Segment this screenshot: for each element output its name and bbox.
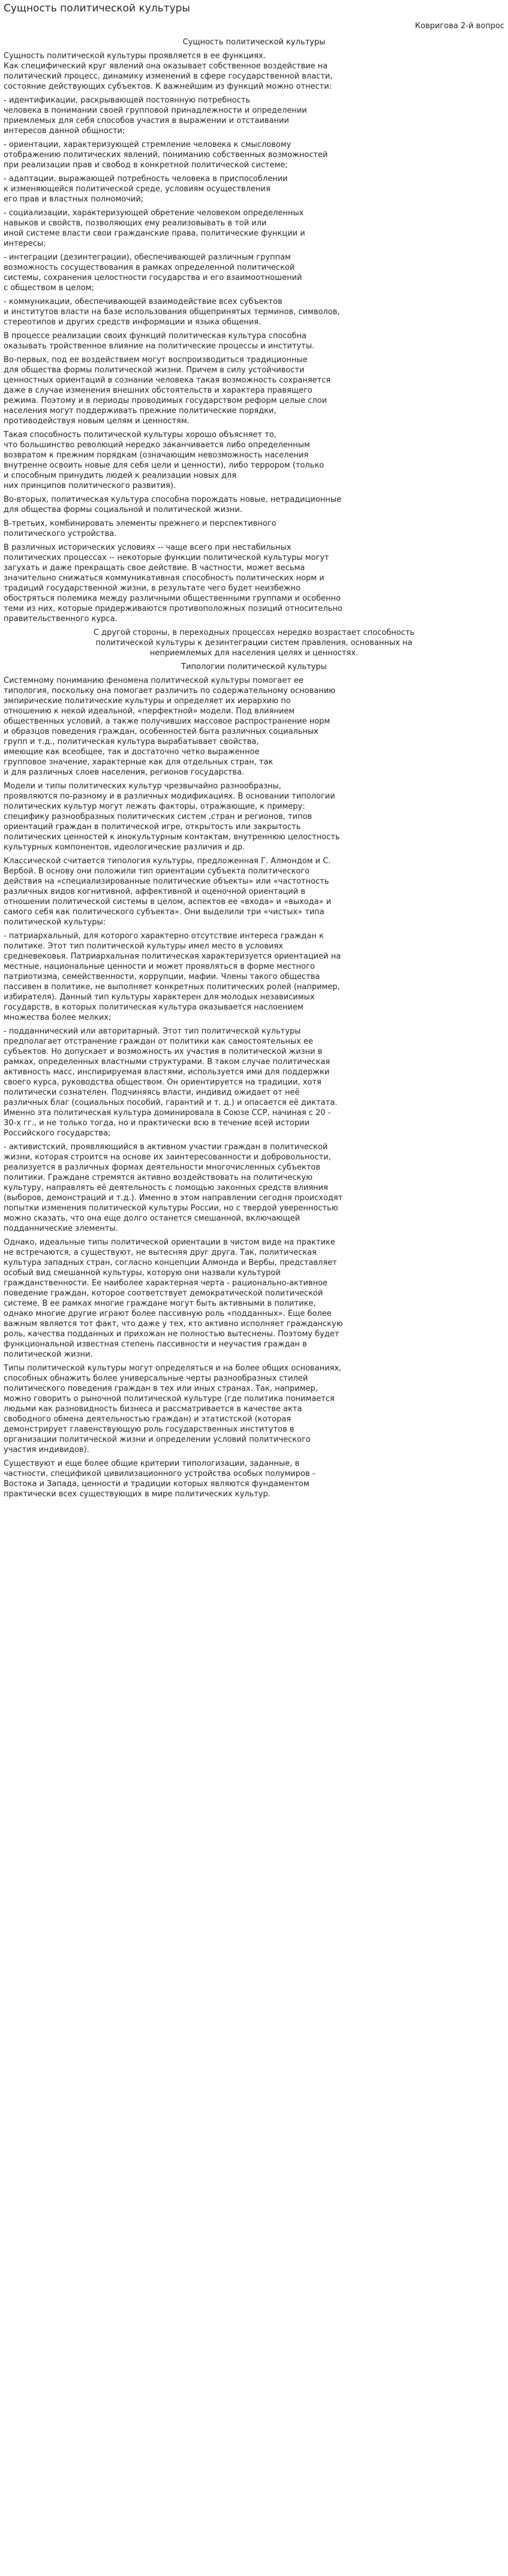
text-line: подданнические элементы. [4,1224,118,1233]
text-line: свободного обмена деятельностью граждан) и этатистской (которая [4,1415,291,1424]
text-line: политической культуры: [4,918,106,927]
text-line: множества более мелких; [4,1013,112,1022]
text-line: стереотипов и других средств информации и языка общения. [4,318,261,327]
text-line: В процессе реализации своих функций политическая культура способна [4,332,306,341]
section-heading [4,662,504,672]
text-line: неприемлемых для населения целях и ценностях. [149,649,359,658]
text-line: субъектов. Но допускает и возможность их участия в политической жизни в [4,1047,323,1056]
text-line: однако многие другие играют более пассивную роль «подданных». Еще более [4,1309,332,1318]
text-line: к изменяющейся политической среде, условиям осуществления [4,185,270,194]
text-line: противодействуя новым целям и ценностям. [4,417,190,426]
text-line: его прав и властных полномочий; [4,195,144,204]
text-line: можно сказать, что она еще долго останется смешанной, включающей [4,1214,300,1223]
text-line: роль, качества подданных и прихожан не полностью вытеснены. Поэтому будет [4,1330,339,1339]
text-line: состояние действующих субъектов. К важнейшим из функций можно отнести: [4,82,332,91]
text-line: интересы; [4,239,46,248]
text-line: не встречаются, а существуют, не вытесняя друг друга. Так, политическая [4,1248,317,1257]
text-line: своего курса, руководства обществом. Он ориентируется на традиции, хотя [4,1078,321,1087]
text-line: предполагает отстранение граждан от политики как самостоятельных ее [4,1037,313,1046]
paragraph [4,174,504,204]
text-line: Сущность политической культуры проявляется в ее функциях. [4,52,266,61]
paragraph [4,252,504,293]
text-line: обостряться полемика между различными общественными группами и особенно [4,594,341,603]
text-line: - патриархальный, для которого характерно отсутствие интереса граждан к [4,932,324,941]
paragraph [4,519,504,539]
text-line: и образцов поведения граждан, особенностей быта различных социальных [4,727,318,736]
text-line: политической жизни. [4,1350,93,1359]
text-line: ориентаций граждан в политической игре, открытость или закрытость [4,822,301,831]
text-line: возможность сосуществования в рамках определенной политической [4,263,295,272]
text-line: с обществом в целом; [4,284,94,293]
text-line: возвратом к прежним порядкам (означающим невозможность населения [4,451,309,460]
text-line: патриотизма, семейственности, коррупции, мафии. Члены такого общества [4,972,320,981]
text-line: системе. В ее рамках многие граждане могут быть активными в политике, [4,1299,316,1308]
text-line: политического поведения граждан в тех или иных странах. Так, например, [4,1384,318,1393]
text-line: Во-первых, под ее воздействием могут воспроизводиться традиционные [4,355,308,364]
paragraph [4,1363,504,1455]
paragraph [4,1237,504,1360]
text-line: практически всех существующих в мире политических культур. [4,1490,270,1499]
text-line: гражданственности. Ее наиболее характерная черта - рационально-активное [4,1279,328,1288]
text-line: реализуется в различных формах деятельности многочисленных субъектов [4,1163,321,1172]
text-line: избирателя). Данный тип культуры характерен для молодых независимых [4,993,315,1002]
text-line: Типы политической культуры могут определяться и на более общих основаниях, [4,1364,342,1373]
text-line: 30-х гг., и не только тогда, но и практически всю в течение всей истории [4,1119,310,1128]
text-line: эмпирические политические культуры и определяет их иерархию по [4,697,291,706]
text-line: Российского государства; [4,1129,111,1138]
paragraph [4,51,504,92]
text-line: политических ценностей к инокультурным контактам, внутреннюю целостность [4,833,340,842]
text-line: политических культур могут лежать факторы, отражающие, к примеру: [4,802,305,811]
text-line: Системному пониманию феномена политической культуры помогает ее [4,676,303,685]
text-line: загухать и даже прекращать свое действие. В частности, может весьма [4,564,305,573]
paragraph [4,781,504,852]
text-line: и способным принудить людей к реализации новых для [4,471,237,480]
text-line: для общества формы социальной и политической жизни. [4,505,243,514]
paragraph [4,676,504,778]
paragraph [4,140,504,170]
section-subtitle: Сущность политической культуры [182,38,326,47]
text-line: групп и т.д., политическая культура вырабатывает свойства, [4,737,259,746]
author-note: Ковригова 2-й вопрос [414,22,504,31]
text-line: - социализации, характеризующей обретение человеком определенных [4,209,304,218]
text-line: различных благ (социальных пособий, гарантий и т. д.) и опасается её диктата. [4,1098,338,1107]
text-line: специфику разнообразных политических систем ,стран и регионов, типов [4,812,312,821]
text-line: значительно снижаться коммуникативная способность политических норм и [4,574,324,583]
text-line: попытки изменения политической культуры России, но с твердой уверенностью [4,1204,338,1213]
text-line: внутренне освоить новые для себя цели и ценности), либо террором (только [4,461,324,470]
text-line: Как специфический круг явлений она оказывает собственное воздействие на [4,62,328,71]
text-line: культура западных стран, согласно концепции Алмонда и Вербы, представляет [4,1258,337,1267]
paragraph [4,628,504,658]
text-line: приемлемых для себя способов участия в выражении и отстаивании [4,116,289,125]
text-line: оказывать тройственное влияние на политические процессы и институты. [4,342,315,351]
text-line: политике. Этот тип политической культуры имел место в условиях [4,942,284,951]
text-line: системы, сохранения целостности государства и его взаимоотношений [4,273,302,282]
text-line: важным является тот факт, что даже у тех, кто активно исполняет гражданскую [4,1319,343,1328]
paragraph [4,543,504,624]
text-line: - интеграции (дезинтеграции), обеспечивающей различным группам [4,253,291,262]
text-line: населения могут поддерживать прежние политические порядки, [4,406,276,415]
text-line: (выборов, демонстраций и т.д.). Именно в этом направлении сегодня происходят [4,1194,343,1203]
paragraph [4,495,504,515]
text-line: политической культуры к дезинтеграции систем правления, основанных на [95,638,413,647]
text-line: В различных исторических условиях -- чаще всего при нестабильных [4,543,291,552]
text-line: отображению политических явлений, пониманию собственных возможностей [4,150,328,159]
text-line: государств, в которых политическая культура оказывается наслоением [4,1003,303,1012]
text-line: отношению к некой идеальной, «перфектной» модели. Под влиянием [4,707,295,716]
text-line: Именно эта политическая культура доминировала в Союзе ССР, начиная с 20 - [4,1108,331,1117]
text-line: участия индивидов). [4,1445,89,1454]
paragraph [4,430,504,491]
text-line: функциональной известная степень пассивности и неучастия граждан в [4,1340,307,1349]
text-line: иной системе власти свои гражданские права, политические функции и [4,229,305,238]
text-line: Существуют и еще более общие критерии типологизации, заданные, в [4,1459,300,1468]
text-line: политический процесс, динамику изменений в сфере государственной власти, [4,72,333,81]
text-line: политических процессах -- некоторые функции политической культуры могут [4,553,329,562]
text-line: Типологии политической культуры [181,662,327,671]
text-line: даже в случае изменения внешних обстоятельств и характера правящего [4,386,312,395]
text-line: пассивен в политике, не выполняет конкретных политических ролей (например, [4,983,340,992]
text-line: - подданнический или авторитарный. Этот тип политической культуры [4,1027,301,1036]
text-line: отношении политической системы в целом, аспектов ее «входа» и «выхода» и [4,897,332,906]
text-line: навыков и свойств, позволяющих ему реализовывать в той или [4,219,267,228]
text-line: организации политической жизни и определении условий политического [4,1435,311,1444]
paragraph [4,856,504,927]
text-line: средневековья. Патриархальная политическая характеризуется ориентацией на [4,952,341,961]
text-line: проявляются по-разному и в различных модификациях. В основании типологии [4,792,335,801]
text-line: поведение граждан, которое соответствует демократической политической [4,1289,323,1298]
text-line: групповое значение, характерные как для отдельных стран, так [4,758,273,767]
text-line: человека в понимании своей групповой принадлежности и определении [4,106,307,115]
text-line: политики. Граждане стремятся активно воздействовать на политическую [4,1173,313,1182]
text-line: типология, поскольку она помогает различить по содержательному основанию [4,686,336,695]
text-line: различных видов когнитивной, аффективной и оценочной ориентаций в [4,887,305,896]
paragraph [4,297,504,327]
text-line: жизни, которая строится на основе их заинтересованности и добровольности, [4,1153,331,1162]
text-line: что большинство революций нередко заканчивается либо определенным [4,441,310,450]
text-line: Модели и типы политических культур чрезвычайно разнообразны, [4,782,281,791]
text-line: - ориентации, характеризующей стремление человека к смысловому [4,140,291,149]
text-line: общественных условий, а также получивших массовое распространение норм [4,717,330,726]
paragraph [4,331,504,351]
text-line: способных обнажить более универсальные черты разнообразных стилей [4,1374,308,1383]
text-line: - активистский, проявляющийся в активном участии граждан в политической [4,1143,328,1152]
page-title: Сущность политической культуры [4,2,190,14]
text-line: демонстрирует главенствующую роль государственных институтов в [4,1425,294,1434]
text-line: и институтов власти на базе использования общепринятых терминов, символов, [4,308,340,317]
text-line: рамках, определенных властными структурами. В таком случае политическая [4,1057,330,1066]
text-line: людьми как разновидность бизнеса и рассматривается в качестве акта [4,1405,302,1414]
paragraph [4,1026,504,1138]
text-line: для общества формы политической жизни. Причем в силу устойчивости [4,366,305,375]
text-line: теми из них, которые придерживаются противоположных позиций относительно [4,604,342,613]
text-line: - коммуникации, обеспечивающей взаимодействие всех субъектов [4,297,282,306]
text-line: - идентификации, раскрывающей постоянную потребность [4,96,251,105]
text-line: и для различных слоев населения, регионов государства. [4,768,245,777]
text-line: В-третьих, комбинировать элементы прежнего и перспективного [4,519,276,528]
text-line: особый вид смешанной культуры, которую они назвали культурой [4,1269,281,1278]
text-line: Классической считается типология культуры, предложенная Г. Алмондом и С. [4,857,331,866]
paragraph [4,1142,504,1234]
paragraph [4,95,504,136]
text-line: местные, национальные ценности и может проявляться в форме местного [4,962,315,971]
text-line: имеющие как всеобщее, так и достаточно четко выраженное [4,748,260,757]
text-line: частности, спецификой цивилизационного устройства особых полумиров - [4,1469,315,1478]
text-line: активность масс, инспирируемая властями, используется ими для поддержки [4,1068,330,1077]
text-line: режима. Поэтому и в периоды проводимых государством реформ целые слои [4,396,327,405]
document-body [4,51,504,1499]
text-line: Такая способность политической культуры хорошо объясняет то, [4,430,276,439]
text-line: С другой стороны, в переходных процессах нередко возрастает способность [93,628,415,637]
text-line: политически сознателен. Подчиняясь власти, индивид ожидает от неё [4,1088,300,1097]
text-line: действия на «специализированные политические объекты» или «частотность [4,877,329,886]
text-line: традиций государственной жизни, в результате чего будет неизбежно [4,584,301,593]
text-line: Однако, идеальные типы политической ориентации в чистом виде на практике [4,1238,335,1247]
text-line: культуру, направлять её деятельность с помощью законных средств влияния [4,1183,328,1192]
text-line: Востока и Запада, ценности и традиции которых являются фундаментом [4,1480,309,1489]
paragraph [4,931,504,1023]
text-line: них принципов политического развития). [4,481,176,490]
text-line: политического устройства. [4,529,117,538]
paragraph [4,208,504,249]
text-line: - адаптации, выражающей потребность человека в приспособлении [4,174,288,183]
paragraph [4,1459,504,1499]
text-line: самого себя как политического субъекта». Они выделили три «чистых» типа [4,908,324,917]
text-line: можно говорить о рыночной политической культуре (где политика понимается [4,1394,335,1403]
text-line: Во-вторых, политическая культура способна порождать новые, нетрадиционные [4,495,342,504]
paragraph [4,355,504,426]
document-page [0,2,508,1499]
text-line: интересов данной общности; [4,126,125,135]
text-line: культурных компонентов, идеологические различия и др. [4,843,245,852]
text-line: Вербой. В основу они положили тип ориентации субъекта политического [4,867,310,876]
text-line: ценностных ориентаций в сознании человека такая возможность сохраняется [4,376,331,385]
text-line: при реализации прав и свобод в конкретной политической системе; [4,161,288,170]
text-line: правительственного курса. [4,614,118,623]
